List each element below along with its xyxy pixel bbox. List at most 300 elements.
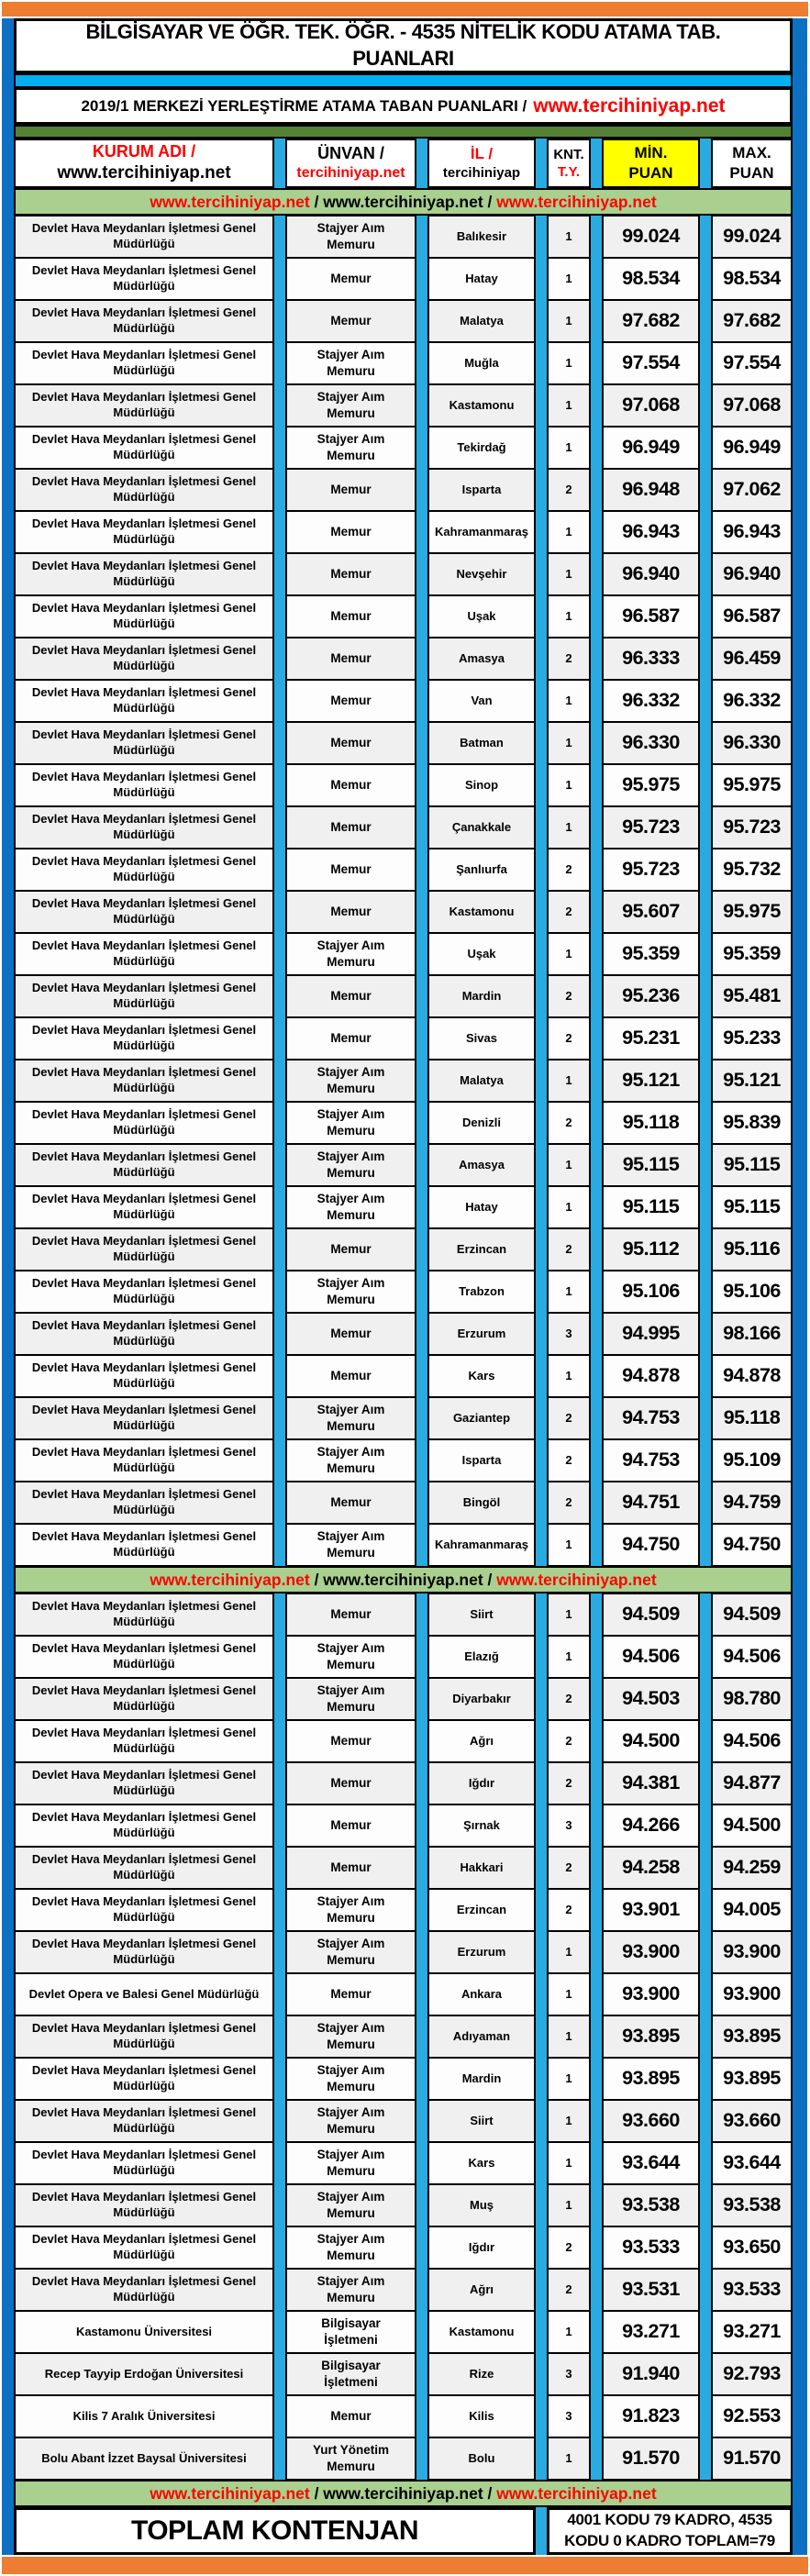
cell-unvan: Stajyer Aım Memuru [285, 1102, 416, 1144]
cell-il: Rize [427, 2353, 536, 2395]
cell-min-puan: 95.115 [602, 1144, 700, 1186]
cell-kurum: Devlet Hava Meydanları İşletmesi Genel Müdürlüğü [14, 1144, 274, 1186]
cell-unvan: Memur [285, 300, 416, 342]
url-separator-slash: / [309, 1570, 324, 1589]
cell-kurum: Devlet Hava Meydanları İşletmesi Genel Müdürlüğü [14, 1636, 274, 1678]
cell-max-puan: 95.233 [711, 1017, 793, 1060]
cell-max-puan: 98.166 [711, 1313, 793, 1355]
header-kurum [14, 139, 274, 188]
table-row [14, 2015, 793, 2058]
cell-max-puan: 96.587 [711, 595, 793, 638]
cell-knt: 1 [547, 342, 591, 384]
cell-knt: 1 [547, 1144, 591, 1186]
cell-min-puan: 95.723 [602, 806, 700, 849]
cell-kurum: Devlet Hava Meydanları İşletmesi Genel Müdürlüğü [14, 342, 274, 384]
cell-knt: 3 [547, 1313, 591, 1355]
cell-unvan: Stajyer Aım Memuru [285, 933, 416, 975]
cell-min-puan: 97.554 [602, 342, 700, 384]
table-row [14, 300, 793, 342]
url-text-red: www.tercihiniyap.net [150, 192, 310, 211]
cell-min-puan: 94.750 [602, 1524, 700, 1566]
cell-max-puan: 95.975 [711, 891, 793, 933]
cell-knt: 1 [547, 680, 591, 722]
cell-il: Ankara [427, 1973, 536, 2015]
subtitle-link-text: www.tercihiniyap.net [533, 94, 726, 117]
cell-kurum: Devlet Hava Meydanları İşletmesi Genel Müdürlüğü [14, 764, 274, 806]
cell-il: Şanlıurfa [427, 849, 536, 891]
cell-min-puan: 93.901 [602, 1889, 700, 1931]
cell-kurum: Devlet Hava Meydanları İşletmesi Genel Müdürlüğü [14, 2100, 274, 2142]
cell-il: Kars [427, 2142, 536, 2184]
cell-unvan: Stajyer Aım Memuru [285, 2226, 416, 2269]
cell-kurum: Devlet Hava Meydanları İşletmesi Genel Müdürlüğü [14, 638, 274, 680]
cell-il: Uşak [427, 933, 536, 975]
cell-min-puan: 93.533 [602, 2226, 700, 2269]
cell-max-puan: 93.895 [711, 2015, 793, 2058]
cell-il: Denizli [427, 1102, 536, 1144]
table-row [14, 384, 793, 427]
cell-il: Diyarbakır [427, 1678, 536, 1720]
cell-kurum: Devlet Hava Meydanları İşletmesi Genel Müdürlüğü [14, 1804, 274, 1847]
table-row [14, 1355, 793, 1397]
cell-max-puan: 95.481 [711, 975, 793, 1017]
cell-knt: 3 [547, 1804, 591, 1847]
cell-unvan: Memur [285, 1973, 416, 2015]
url-separator-bar [14, 1566, 793, 1593]
cell-max-puan: 95.109 [711, 1439, 793, 1482]
table-row [14, 1186, 793, 1228]
table-row [14, 216, 793, 258]
cell-unvan: Stajyer Aım Memuru [285, 2058, 416, 2100]
table-row [14, 1762, 793, 1804]
bottom-orange-bar [2, 2557, 808, 2574]
cell-kurum: Devlet Hava Meydanları İşletmesi Genel Müdürlüğü [14, 722, 274, 764]
cell-il: Adıyaman [427, 2015, 536, 2058]
url-text-red: www.tercihiniyap.net [150, 1570, 310, 1589]
footer-total-label: TOPLAM KONTENJAN [130, 2515, 419, 2546]
cell-kurum: Devlet Hava Meydanları İşletmesi Genel Müdürlüğü [14, 2184, 274, 2226]
cell-kurum: Devlet Hava Meydanları İşletmesi Genel Müdürlüğü [14, 1313, 274, 1355]
cell-unvan: Stajyer Aım Memuru [285, 2015, 416, 2058]
cell-max-puan: 92.553 [711, 2395, 793, 2437]
cell-kurum: Devlet Hava Meydanları İşletmesi Genel Müdürlüğü [14, 1482, 274, 1524]
cell-min-puan: 96.330 [602, 722, 700, 764]
table-row [14, 2311, 793, 2353]
cell-il: Siirt [427, 2100, 536, 2142]
table-row [14, 595, 793, 638]
table-row [14, 511, 793, 553]
cell-max-puan: 95.359 [711, 933, 793, 975]
subtitle-text: 2019/1 MERKEZİ YERLEŞTİRME ATAMA TABAN PUANLARI / [81, 96, 527, 115]
cell-kurum: Devlet Hava Meydanları İşletmesi Genel Müdürlüğü [14, 553, 274, 595]
cell-il: Bolu [427, 2437, 536, 2480]
cell-knt: 1 [547, 1931, 591, 1973]
cell-kurum: Devlet Hava Meydanları İşletmesi Genel Müdürlüğü [14, 469, 274, 511]
cell-knt: 1 [547, 2100, 591, 2142]
cell-min-puan: 95.231 [602, 1017, 700, 1060]
cell-min-puan: 94.506 [602, 1636, 700, 1678]
cell-knt: 2 [547, 2226, 591, 2269]
cell-min-puan: 97.682 [602, 300, 700, 342]
cell-kurum: Bolu Abant İzzet Baysal Üniversitesi [14, 2437, 274, 2480]
cell-min-puan: 96.949 [602, 427, 700, 469]
header-min-puan [602, 139, 700, 188]
table-row [14, 1271, 793, 1313]
table-row [14, 1593, 793, 1636]
cell-knt: 1 [547, 2015, 591, 2058]
cell-il: Kilis [427, 2395, 536, 2437]
cell-knt: 1 [547, 1636, 591, 1678]
table-row [14, 680, 793, 722]
cell-max-puan: 94.005 [711, 1889, 793, 1931]
table-row [14, 1102, 793, 1144]
cell-unvan: Memur [285, 891, 416, 933]
cell-kurum: Kilis 7 Aralık Üniversitesi [14, 2395, 274, 2437]
table-row [14, 2269, 793, 2311]
cell-unvan: Memur [285, 1228, 416, 1271]
cell-max-puan: 94.259 [711, 1847, 793, 1889]
table-row [14, 806, 793, 849]
cell-kurum: Devlet Hava Meydanları İşletmesi Genel Müdürlüğü [14, 1017, 274, 1060]
cell-unvan: Stajyer Aım Memuru [285, 1186, 416, 1228]
cell-min-puan: 93.895 [602, 2015, 700, 2058]
cell-knt: 1 [547, 1060, 591, 1102]
cell-unvan: Stajyer Aım Memuru [285, 1439, 416, 1482]
cell-unvan: Memur [285, 975, 416, 1017]
cell-min-puan: 94.500 [602, 1720, 700, 1762]
cell-max-puan: 95.115 [711, 1144, 793, 1186]
cell-min-puan: 93.660 [602, 2100, 700, 2142]
cell-min-puan: 97.068 [602, 384, 700, 427]
header-knt-line1: KNT. [553, 146, 584, 162]
cell-min-puan: 94.381 [602, 1762, 700, 1804]
cell-knt: 1 [547, 806, 591, 849]
cell-il: Gaziantep [427, 1397, 536, 1439]
cell-knt: 2 [547, 891, 591, 933]
cell-kurum: Devlet Hava Meydanları İşletmesi Genel Müdürlüğü [14, 1762, 274, 1804]
cell-knt: 2 [547, 1889, 591, 1931]
cell-min-puan: 95.118 [602, 1102, 700, 1144]
cell-il: Ağrı [427, 1720, 536, 1762]
cell-unvan: Memur [285, 1593, 416, 1636]
header-unvan-line2: tercihiniyap.net [296, 165, 405, 182]
cell-max-puan: 95.975 [711, 764, 793, 806]
cell-max-puan: 95.839 [711, 1102, 793, 1144]
cell-max-puan: 93.650 [711, 2226, 793, 2269]
cell-il: Bingöl [427, 1482, 536, 1524]
cell-unvan: Memur [285, 553, 416, 595]
cell-min-puan: 93.531 [602, 2269, 700, 2311]
url-separator-bar [14, 2480, 793, 2507]
header-max-line2: PUAN [729, 164, 774, 182]
table-row [14, 1313, 793, 1355]
cell-knt: 1 [547, 1593, 591, 1636]
cell-il: Kastamonu [427, 2311, 536, 2353]
olive-divider [14, 125, 793, 139]
left-blue-strip [2, 18, 14, 2555]
cell-kurum: Devlet Hava Meydanları İşletmesi Genel Müdürlüğü [14, 2015, 274, 2058]
cell-max-puan: 96.949 [711, 427, 793, 469]
table-row [14, 2395, 793, 2437]
table-row [14, 1973, 793, 2015]
cell-min-puan: 99.024 [602, 216, 700, 258]
cell-max-puan: 94.759 [711, 1482, 793, 1524]
header-max-puan [711, 139, 793, 188]
cell-unvan: Stajyer Aım Memuru [285, 342, 416, 384]
footer-quota-line2: KODU 0 KADRO TOPLAM=79 [564, 2532, 775, 2549]
cell-kurum: Devlet Hava Meydanları İşletmesi Genel Müdürlüğü [14, 1102, 274, 1144]
cell-min-puan: 94.751 [602, 1482, 700, 1524]
cell-il: Muş [427, 2184, 536, 2226]
cell-il: Erzurum [427, 1931, 536, 1973]
cell-unvan: Memur [285, 764, 416, 806]
cell-knt: 1 [547, 511, 591, 553]
cell-unvan: Yurt Yönetim Memuru [285, 2437, 416, 2480]
cell-il: Iğdır [427, 1762, 536, 1804]
table-row [14, 469, 793, 511]
cell-unvan: Stajyer Aım Memuru [285, 384, 416, 427]
cell-max-puan: 97.682 [711, 300, 793, 342]
cell-unvan: Memur [285, 1017, 416, 1060]
cell-max-puan: 93.900 [711, 1931, 793, 1973]
cell-kurum: Devlet Hava Meydanları İşletmesi Genel Müdürlüğü [14, 1931, 274, 1973]
url-separator-slash: / [483, 1570, 497, 1589]
cell-knt: 2 [547, 1439, 591, 1482]
cell-unvan: Stajyer Aım Memuru [285, 2100, 416, 2142]
cell-kurum: Devlet Hava Meydanları İşletmesi Genel Müdürlüğü [14, 1228, 274, 1271]
cell-min-puan: 95.359 [602, 933, 700, 975]
cell-min-puan: 94.503 [602, 1678, 700, 1720]
table-row [14, 2437, 793, 2480]
cell-knt: 1 [547, 1186, 591, 1228]
cell-max-puan: 94.506 [711, 1720, 793, 1762]
cell-unvan: Memur [285, 1847, 416, 1889]
cell-knt: 1 [547, 216, 591, 258]
cell-il: Amasya [427, 1144, 536, 1186]
cell-min-puan: 96.333 [602, 638, 700, 680]
footer [14, 2507, 793, 2555]
cell-knt: 2 [547, 2269, 591, 2311]
cell-max-puan: 94.878 [711, 1355, 793, 1397]
cell-knt: 1 [547, 2311, 591, 2353]
cell-kurum: Devlet Hava Meydanları İşletmesi Genel Müdürlüğü [14, 2142, 274, 2184]
url-text-black: www.tercihiniyap.net [323, 1570, 483, 1589]
cyan-divider [14, 73, 793, 88]
cell-unvan: Memur [285, 1355, 416, 1397]
cell-kurum: Devlet Opera ve Balesi Genel Müdürlüğü [14, 1973, 274, 2015]
cell-knt: 2 [547, 1847, 591, 1889]
table-row [14, 1439, 793, 1482]
cell-kurum: Devlet Hava Meydanları İşletmesi Genel Müdürlüğü [14, 1720, 274, 1762]
cell-il: Erzurum [427, 1313, 536, 1355]
cell-max-puan: 95.723 [711, 806, 793, 849]
cell-min-puan: 91.940 [602, 2353, 700, 2395]
cell-max-puan: 93.533 [711, 2269, 793, 2311]
cell-max-puan: 93.644 [711, 2142, 793, 2184]
cell-min-puan: 95.723 [602, 849, 700, 891]
cell-knt: 1 [547, 764, 591, 806]
cell-kurum: Devlet Hava Meydanları İşletmesi Genel Müdürlüğü [14, 1397, 274, 1439]
cell-min-puan: 96.332 [602, 680, 700, 722]
cell-unvan: Stajyer Aım Memuru [285, 2184, 416, 2226]
url-separator-bar [14, 188, 793, 216]
cell-il: Siirt [427, 1593, 536, 1636]
table-row [14, 849, 793, 891]
table-row [14, 2100, 793, 2142]
cell-il: Hatay [427, 258, 536, 300]
table-row [14, 258, 793, 300]
cell-max-puan: 96.332 [711, 680, 793, 722]
header-min-line2: PUAN [628, 164, 673, 182]
table-row [14, 1847, 793, 1889]
cell-il: Batman [427, 722, 536, 764]
cell-min-puan: 95.607 [602, 891, 700, 933]
cell-kurum: Devlet Hava Meydanları İşletmesi Genel Müdürlüğü [14, 1186, 274, 1228]
cell-il: Erzincan [427, 1228, 536, 1271]
cell-min-puan: 96.587 [602, 595, 700, 638]
cell-min-puan: 93.538 [602, 2184, 700, 2226]
header-il [427, 139, 536, 188]
cell-min-puan: 91.570 [602, 2437, 700, 2480]
page-title [14, 18, 793, 73]
cell-il: Isparta [427, 469, 536, 511]
cell-kurum: Devlet Hava Meydanları İşletmesi Genel Müdürlüğü [14, 1439, 274, 1482]
cell-kurum: Devlet Hava Meydanları İşletmesi Genel Müdürlüğü [14, 891, 274, 933]
page-title-line1: BİLGİSAYAR VE ÖĞR. TEK. ÖĞR. - 4535 NİTELİK KODU ATAMA TAB. [85, 20, 721, 44]
cell-unvan: Memur [285, 806, 416, 849]
cell-max-puan: 91.570 [711, 2437, 793, 2480]
cell-min-puan: 96.943 [602, 511, 700, 553]
cell-il: Hatay [427, 1186, 536, 1228]
cell-knt: 2 [547, 1397, 591, 1439]
cell-unvan: Stajyer Aım Memuru [285, 1524, 416, 1566]
cell-max-puan: 94.500 [711, 1804, 793, 1847]
cell-il: Iğdır [427, 2226, 536, 2269]
cell-unvan: Stajyer Aım Memuru [285, 427, 416, 469]
cell-max-puan: 95.106 [711, 1271, 793, 1313]
cell-unvan: Bilgisayar İşletmeni [285, 2311, 416, 2353]
cell-unvan: Memur [285, 1482, 416, 1524]
cell-min-puan: 94.266 [602, 1804, 700, 1847]
url-text-black: www.tercihiniyap.net [323, 192, 483, 211]
cell-min-puan: 98.534 [602, 258, 700, 300]
table-body [14, 188, 793, 2507]
table-row [14, 1144, 793, 1186]
cell-il: Sivas [427, 1017, 536, 1060]
cell-kurum: Devlet Hava Meydanları İşletmesi Genel Müdürlüğü [14, 1678, 274, 1720]
cell-il: Balıkesir [427, 216, 536, 258]
table-row [14, 1060, 793, 1102]
cell-max-puan: 97.554 [711, 342, 793, 384]
cell-min-puan: 94.753 [602, 1439, 700, 1482]
cell-max-puan: 93.895 [711, 2058, 793, 2100]
page-title-line2: PUANLARI [352, 47, 454, 70]
cell-il: Çanakkale [427, 806, 536, 849]
table-row [14, 2058, 793, 2100]
cell-max-puan: 92.793 [711, 2353, 793, 2395]
cell-max-puan: 99.024 [711, 216, 793, 258]
cell-max-puan: 95.118 [711, 1397, 793, 1439]
cell-min-puan: 96.948 [602, 469, 700, 511]
cell-max-puan: 97.068 [711, 384, 793, 427]
url-separator-slash: / [309, 192, 324, 211]
cell-min-puan: 94.509 [602, 1593, 700, 1636]
cell-unvan: Stajyer Aım Memuru [285, 1060, 416, 1102]
cell-knt: 2 [547, 638, 591, 680]
cell-max-puan: 93.538 [711, 2184, 793, 2226]
cell-il: Muğla [427, 342, 536, 384]
cell-knt: 1 [547, 933, 591, 975]
top-orange-bar [2, 2, 808, 17]
cell-unvan: Stajyer Aım Memuru [285, 2142, 416, 2184]
cell-min-puan: 95.106 [602, 1271, 700, 1313]
cell-unvan: Stajyer Aım Memuru [285, 2269, 416, 2311]
cell-unvan: Stajyer Aım Memuru [285, 1271, 416, 1313]
cell-il: Uşak [427, 595, 536, 638]
cell-knt: 1 [547, 258, 591, 300]
table-row [14, 1636, 793, 1678]
table-row [14, 764, 793, 806]
cell-kurum: Devlet Hava Meydanları İşletmesi Genel Müdürlüğü [14, 933, 274, 975]
cell-il: Mardin [427, 2058, 536, 2100]
cell-unvan: Stajyer Aım Memuru [285, 1144, 416, 1186]
cell-max-puan: 93.271 [711, 2311, 793, 2353]
footer-quota-line1: 4001 KODU 79 KADRO, 4535 [567, 2511, 772, 2529]
cell-min-puan: 93.900 [602, 1931, 700, 1973]
cell-kurum: Devlet Hava Meydanları İşletmesi Genel Müdürlüğü [14, 2058, 274, 2100]
cell-min-puan: 95.975 [602, 764, 700, 806]
table-row [14, 975, 793, 1017]
cell-unvan: Memur [285, 469, 416, 511]
cell-kurum: Devlet Hava Meydanları İşletmesi Genel Müdürlüğü [14, 2226, 274, 2269]
cell-max-puan: 95.732 [711, 849, 793, 891]
url-text-red: www.tercihiniyap.net [496, 1570, 657, 1589]
cell-kurum: Devlet Hava Meydanları İşletmesi Genel Müdürlüğü [14, 849, 274, 891]
url-text-red: www.tercihiniyap.net [496, 2483, 657, 2503]
cell-unvan: Stajyer Aım Memuru [285, 1636, 416, 1678]
cell-kurum: Recep Tayyip Erdoğan Üniversitesi [14, 2353, 274, 2395]
cell-knt: 2 [547, 1017, 591, 1060]
header-knt-line2: T.Y. [557, 164, 581, 180]
cell-knt: 2 [547, 975, 591, 1017]
footer-quota-info-cell [547, 2507, 793, 2555]
table-row [14, 1524, 793, 1566]
cell-unvan: Stajyer Aım Memuru [285, 1678, 416, 1720]
table-row [14, 1482, 793, 1524]
cell-max-puan: 93.900 [711, 1973, 793, 2015]
cell-kurum: Devlet Hava Meydanları İşletmesi Genel Müdürlüğü [14, 1889, 274, 1931]
cell-knt: 3 [547, 2353, 591, 2395]
cell-il: Tekirdağ [427, 427, 536, 469]
cell-min-puan: 95.236 [602, 975, 700, 1017]
cell-max-puan: 94.506 [711, 1636, 793, 1678]
table-header [14, 139, 793, 188]
cell-min-puan: 93.895 [602, 2058, 700, 2100]
table-row [14, 1931, 793, 1973]
cell-il: Van [427, 680, 536, 722]
cell-il: Elazığ [427, 1636, 536, 1678]
cell-unvan: Stajyer Aım Memuru [285, 1889, 416, 1931]
table-row [14, 342, 793, 384]
url-separator-slash: / [483, 192, 497, 211]
header-unvan [285, 139, 416, 188]
cell-knt: 1 [547, 1973, 591, 2015]
cell-max-puan: 96.459 [711, 638, 793, 680]
cell-min-puan: 95.121 [602, 1060, 700, 1102]
cell-kurum: Devlet Hava Meydanları İşletmesi Genel Müdürlüğü [14, 384, 274, 427]
cell-unvan: Memur [285, 2395, 416, 2437]
cell-kurum: Devlet Hava Meydanları İşletmesi Genel Müdürlüğü [14, 975, 274, 1017]
